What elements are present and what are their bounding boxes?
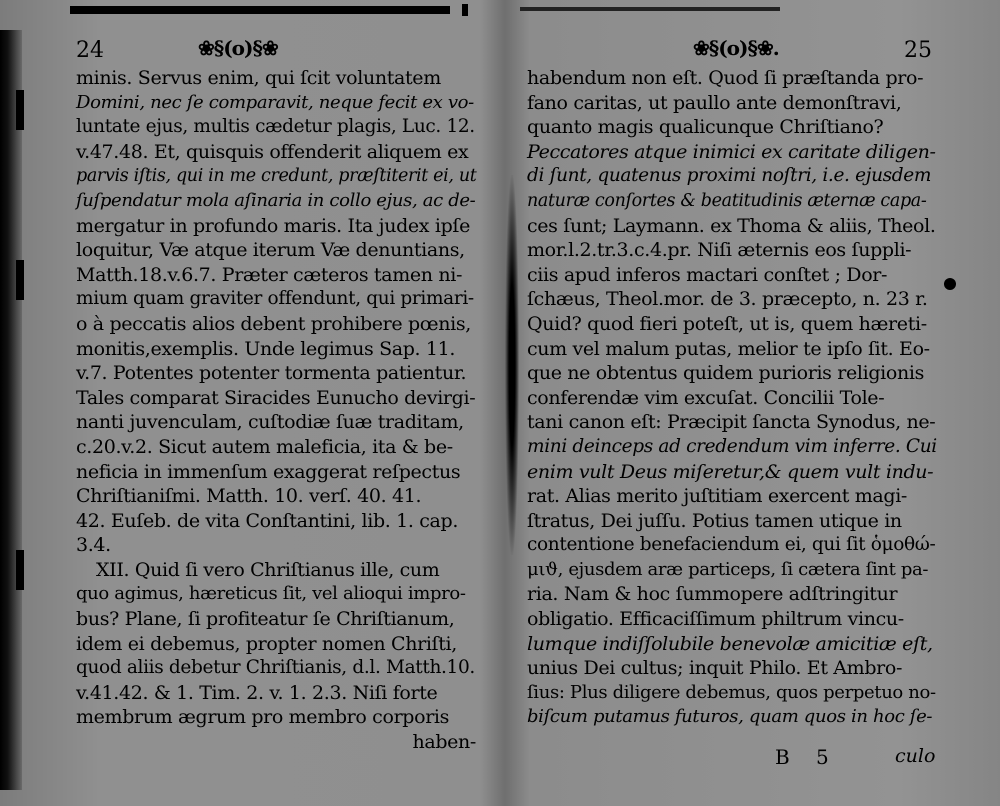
text-line: v.7. Potentes potenter tormenta patientur. (76, 362, 467, 385)
text-line: Peccatores atque inimici ex caritate diligen- (527, 140, 936, 163)
catchword-right: culo (895, 745, 936, 767)
text-line: membrum ægrum pro membro corporis (76, 706, 450, 729)
text-line: quanto magis qualicunque Chriſtiano? (527, 116, 884, 139)
text-line: mergatur in profundo maris. Ita judex ipſe (76, 214, 470, 237)
text-line: conferendæ vim excuſat. Concilii Tole- (527, 386, 885, 409)
top-edge-shadow (70, 6, 450, 14)
text-line: habendum non eſt. Quod ſi præſtanda pro- (527, 67, 924, 89)
text-line: contentione benefaciendum ei, qui ſit ὁμοθώ- (527, 534, 936, 556)
text-line: lumque indiſſolubile benevolæ amicitiæ eſt, (527, 632, 933, 655)
text-line: obligatio. Efficaciſſimum philtrum vincu- (527, 608, 904, 631)
text-line: di ſunt, quatenus proximi noſtri, i.e. ejusdem (527, 165, 932, 187)
text-line: XII. Quid ſi vero Chriſtianus ille, cum (96, 558, 440, 581)
top-edge-shadow-right (520, 7, 780, 11)
edge-mark (16, 550, 24, 590)
text-line: loquitur, Væ atque iterum Væ denuntians, (76, 239, 465, 262)
text-line: Matth.18.v.6.7. Præter cæteros tamen ni- (76, 263, 463, 286)
text-line: idem ei debemus, propter nomen Chriſti, (76, 632, 457, 655)
signature-mark: B 5 (775, 745, 839, 769)
edge-mark (16, 90, 24, 130)
text-line: Domini, nec ſe comparavit, neque fecit ex vo- (76, 91, 474, 113)
page-edge-shadow (0, 30, 22, 790)
text-line: ciis apud inferos mactari conſtet ; Dor- (527, 263, 888, 286)
text-line: mor.l.2.tr.3.c.4.pr. Niſi æternis eos ſuppli- (527, 239, 912, 262)
text-line: que ne obtentus quidem purioris religionis (527, 362, 924, 385)
text-line: mini deinceps ad credendum vim inferre. Cui (527, 435, 937, 457)
text-line: v.41.42. & 1. Tim. 2. v. 1. 2.3. Niſi forte (76, 681, 438, 704)
text-line: ſuſpendatur mola aſinaria in collo ejus, ac de- (76, 189, 476, 211)
text-line: tani canon eſt: Præcipit ſancta Synodus, ne- (527, 411, 936, 434)
text-line: v.47.48. Et, quisquis offenderit aliquem ex (76, 140, 469, 163)
text-line: naturæ conſortes & beatitudinis æternæ capa- (527, 190, 927, 211)
text-line: bus? Plane, ſi profiteatur ſe Chriſtianum, (76, 608, 455, 631)
text-line: monitis,exemplis. Unde legimus Sap. 11. (76, 337, 456, 360)
text-line: ces ſunt; Laymann. ex Thoma & aliis, Theol. (527, 214, 936, 237)
catchword-left: haben- (412, 731, 476, 754)
left-header-ornament: ❀§(o)§❀ (198, 36, 278, 60)
gutter-mark (505, 175, 519, 555)
text-line: μιϑ, ejusdem aræ particeps, ſi cætera ſint pa- (527, 558, 929, 580)
top-mark (462, 4, 468, 16)
text-line: quod aliis debetur Chriſtianis, d.l. Matth.10. (76, 657, 475, 679)
text-line: mium quam graviter offendunt, qui primari- (76, 288, 474, 310)
text-line: 42. Euſeb. de vita Conſtantini, lib. 1. cap. (76, 509, 459, 532)
edge-mark (16, 260, 24, 300)
text-line: parvis iſtis, qui in me credunt, præſtiterit ei, ut (76, 166, 477, 187)
right-page-number: 25 (904, 38, 932, 63)
text-line: Quid? quod fieri poteſt, ut is, quem hæreti- (527, 312, 927, 335)
text-line: minis. Servus enim, qui ſcit voluntatem (76, 67, 441, 89)
text-line: cum vel malum putas, melior te ipſo ſit. Eo- (527, 337, 930, 360)
left-page-text (76, 66, 476, 755)
text-line: rat. Alias merito juſtitiam exercent magi- (527, 485, 908, 508)
right-page-text (527, 66, 937, 730)
text-line: enim vult Deus miſeretur,& quem vult indu- (527, 460, 934, 483)
text-line: unius Dei cultus; inquit Philo. Et Ambro- (527, 657, 903, 680)
text-line: ſius: Plus diligere debemus, quos perpetuo no- (527, 681, 936, 703)
margin-dot (944, 278, 956, 290)
text-line: ſtratus, Dei juſſu. Potius tamen utique in (527, 509, 902, 532)
text-line: luntate ejus, multis cædetur plagis, Luc. 12. (76, 116, 475, 138)
text-line: Tales comparat Siracides Eunucho devirgi- (76, 386, 476, 409)
text-line: 3.4. (76, 534, 111, 557)
text-line: quo agimus, hæreticus ſit, vel alioqui impro- (76, 583, 466, 605)
text-line: neficia in immenſum exaggerat reſpectus (76, 460, 461, 483)
left-page-number: 24 (76, 38, 104, 63)
text-line: fano caritas, ut paullo ante demonſtravi, (527, 91, 902, 114)
text-line: o à peccatis alios debent prohibere pœnis, (76, 312, 471, 335)
text-line: biſcum putamus futuros, quam quos in hoc ſe- (527, 706, 933, 728)
right-header-ornament: ❀§(o)§❀. (693, 36, 779, 60)
text-line: ria. Nam & hoc ſummopere adſtringitur (527, 583, 898, 606)
text-line: nanti juvenculam, cuſtodiæ ſuæ traditam, (76, 411, 464, 434)
text-line: ſchæus, Theol.mor. de 3. præcepto, n. 23 r. (527, 288, 928, 311)
text-line: Chriſtianiſmi. Matth. 10. verſ. 40. 41. (76, 485, 422, 508)
text-line: c.20.v.2. Sicut autem maleficia, ita & be- (76, 435, 453, 458)
